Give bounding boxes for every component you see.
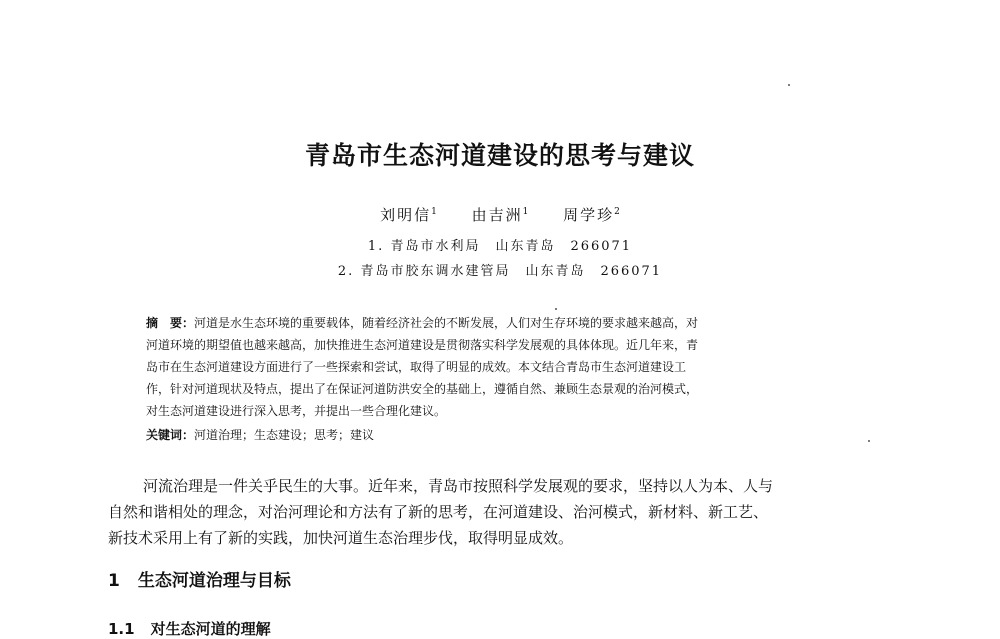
affiliation-marker: 1 [431, 207, 437, 217]
scan-speck [555, 308, 557, 310]
subsection-heading-1-1 [108, 618, 271, 639]
abstract-line: 岛市在生态河道建设方面进行了一些探索和尝试，取得了明显的成效。本文结合青岛市生态河道建设工 [146, 360, 687, 374]
affiliation-2: 2. 青岛市胶东调水建管局 山东青岛 266071 [337, 264, 663, 279]
abstract-line: 河道环境的期望值也越来越高，加快推进生态河道建设是贯彻落实科学发展观的具体体现。近几年来，青 [146, 338, 699, 352]
author-name: 刘明信 [380, 206, 432, 224]
affiliation-marker: 1 [522, 207, 529, 217]
author-1 [380, 206, 437, 224]
author-list [0, 204, 1000, 225]
abstract-label: 摘 要： [146, 316, 195, 330]
author-3 [563, 206, 620, 224]
keywords-label: 关键词： [146, 428, 195, 442]
section-title: 生态河道治理与目标 [137, 571, 291, 591]
abstract-line: 作，针对河道现状及特点，提出了在保证河道防洪安全的基础上，遵循自然、兼顾生态景观的治河模式， [146, 382, 699, 396]
keywords [146, 426, 374, 443]
abstract-text: 河道是水生态环境的重要载体，随着经济社会的不断发展，人们对生存环境的要求越来越高，对 [194, 316, 699, 330]
abstract [146, 312, 868, 422]
author-name: 由吉洲 [471, 206, 523, 224]
paper-title: 青岛市生态河道建设的思考与建议 [304, 141, 695, 170]
affiliation-1: 1. 青岛市水利局 山东青岛 266071 [367, 239, 633, 254]
body-line: 自然和谐相处的理念，对治河理论和方法有了新的思考，在河道建设、治河模式，新材料、新工艺、 [108, 503, 769, 521]
author-name: 周学珍 [563, 206, 615, 224]
scan-speck [788, 84, 790, 86]
body-line: 河流治理是一件关乎民生的大事。近年来，青岛市按照科学发展观的要求，坚持以人为本、人与 [143, 477, 774, 495]
scan-speck [868, 440, 870, 442]
subsection-title: 对生态河道的理解 [150, 620, 271, 638]
keywords-text: 河道治理；生态建设；思考；建议 [194, 428, 375, 442]
body-paragraph [108, 473, 908, 551]
subsection-number: 1.1 [108, 620, 135, 638]
abstract-line [146, 312, 868, 334]
author-2 [472, 206, 529, 224]
section-number: 1 [108, 571, 120, 591]
section-heading-1 [108, 566, 291, 591]
abstract-line: 对生态河道建设进行深入思考，并提出一些合理化建议。 [146, 404, 447, 418]
body-line: 新技术采用上有了新的实践，加快河道生态治理步伐，取得明显成效。 [108, 529, 574, 547]
affiliation-marker: 2 [614, 207, 620, 217]
